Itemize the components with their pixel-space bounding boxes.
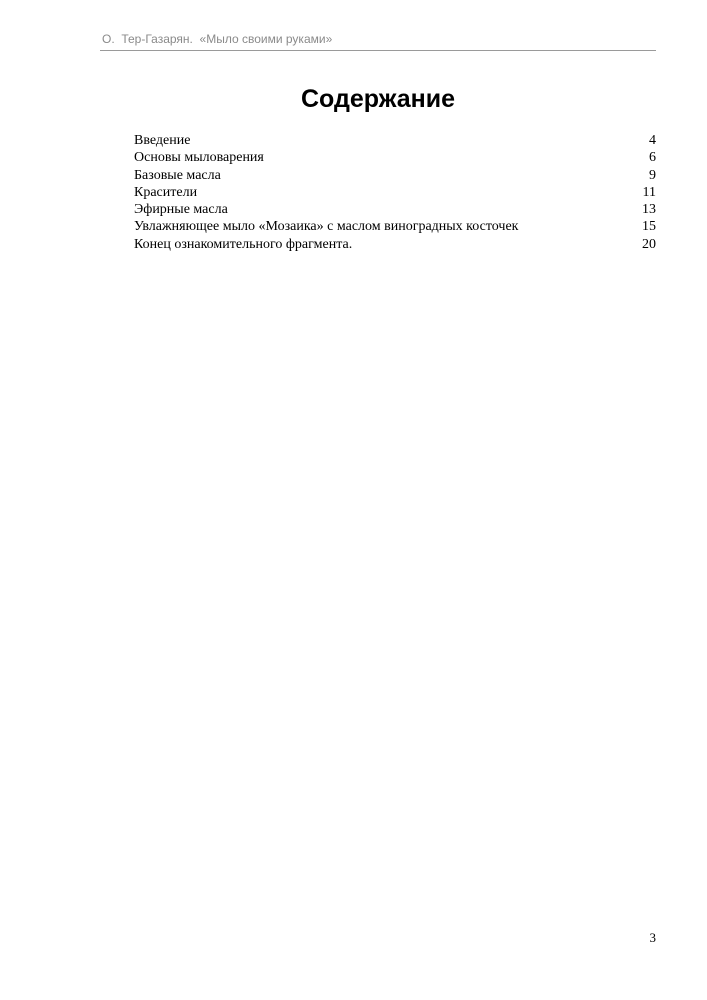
running-header: О. Тер-Газарян. «Мыло своими руками»	[102, 32, 333, 46]
toc-entry[interactable]	[134, 184, 656, 201]
toc-entry[interactable]	[134, 167, 656, 184]
header-divider	[100, 50, 656, 51]
toc-entry[interactable]	[134, 236, 656, 253]
toc-entry-page: 13	[642, 202, 656, 218]
table-of-contents	[134, 132, 656, 253]
page-number: 3	[649, 930, 656, 945]
toc-entry-page: 15	[642, 219, 656, 235]
toc-entry[interactable]	[134, 201, 656, 218]
toc-entry-title: Эфирные масла	[134, 202, 228, 218]
toc-entry-title: Красители	[134, 184, 198, 200]
toc-entry-title: Введение	[134, 133, 191, 148]
toc-entry-page: 6	[649, 150, 656, 166]
toc-entry-title: Основы мыловарения	[134, 150, 264, 166]
toc-entry[interactable]	[134, 218, 656, 235]
page-title: Содержание	[300, 85, 456, 113]
toc-entry-title: Конец ознакомительного фрагмента.	[134, 236, 353, 252]
toc-entry[interactable]	[134, 149, 656, 166]
toc-entry[interactable]	[134, 132, 656, 149]
toc-entry-page: 11	[642, 184, 656, 200]
toc-entry-page: 9	[649, 167, 656, 183]
toc-entry-title: Базовые масла	[134, 167, 221, 183]
toc-entry-title: Увлажняющее мыло «Мозаика» с маслом виноградных косточек	[134, 219, 519, 235]
toc-entry-page: 20	[642, 236, 656, 252]
toc-entry-page: 4	[649, 133, 656, 148]
